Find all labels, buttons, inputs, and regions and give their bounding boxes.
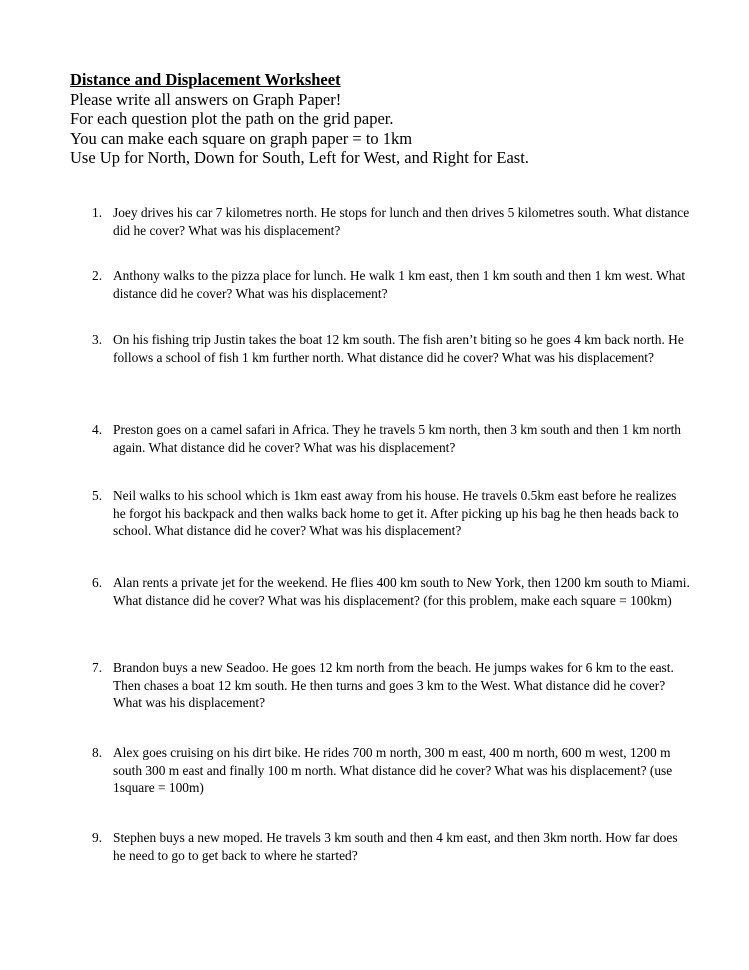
instruction-line: Use Up for North, Down for South, Left for West, and Right for East.: [70, 148, 529, 167]
question-number: 6.: [92, 575, 103, 590]
question-number: 4.: [92, 422, 103, 437]
question-number: 2.: [92, 268, 103, 283]
question-item: [92, 331, 692, 366]
question-text: Alex goes cruising on his dirt bike. He rides 700 m north, 300 m east, 400 m north, 600 m west, 1200 m south 300 m east and finally 100 m north. What distance did he cover? What was his displacement? (use 1square = 100m): [113, 745, 673, 796]
question-text: Stephen buys a new moped. He travels 3 km south and then 4 km east, and then 3km north. How far does he need to go to get back to where he started?: [113, 830, 678, 863]
question-number: 1.: [92, 205, 103, 220]
question-item: [92, 744, 692, 797]
question-item: [92, 829, 692, 864]
question-text: Alan rents a private jet for the weekend. He flies 400 km south to New York, then 1200 km south to Miami. What distance did he cover? What was his displacement? (for this problem, make each square = 100km): [113, 575, 690, 608]
question-item: [92, 574, 692, 609]
question-item: [92, 421, 692, 456]
question-item: [92, 267, 692, 302]
instruction-line: You can make each square on graph paper = to 1km: [70, 128, 413, 148]
question-text: Joey drives his car 7 kilometres north. He stops for lunch and then drives 5 kilometres south. What distance did he cover? What was his displacement?: [113, 205, 690, 238]
question-text: Preston goes on a camel safari in Africa. They he travels 5 km north, then 3 km south and then 1 km north again. What distance did he cover? What was his displacement?: [113, 422, 681, 455]
question-text: Anthony walks to the pizza place for lunch. He walk 1 km east, then 1 km south and then 1 km west. What distance did he cover? What was his displacement?: [113, 268, 686, 301]
worksheet-header: [70, 70, 710, 168]
question-number: 8.: [92, 745, 103, 760]
question-text: Brandon buys a new Seadoo. He goes 12 km north from the beach. He jumps wakes for 6 km to the east. Then chases a boat 12 km south. He then turns and goes 3 km to the West. What distance did he cover? What was his displacement?: [113, 660, 674, 711]
instruction-line: Please write all answers on Graph Paper!: [70, 89, 342, 109]
question-number: 7.: [92, 660, 103, 675]
question-item: [92, 487, 692, 540]
worksheet-title: Distance and Displacement Worksheet: [70, 70, 341, 89]
question-number: 5.: [92, 488, 103, 503]
question-number: 3.: [92, 332, 103, 347]
instruction-line: For each question plot the path on the grid paper.: [70, 109, 394, 128]
question-text: On his fishing trip Justin takes the boat 12 km south. The fish aren’t biting so he goes 4 km back north. He follows a school of fish 1 km further north. What distance did he cover? What was his displacement?: [113, 332, 684, 365]
question-item: [92, 204, 692, 239]
question-item: [92, 659, 692, 712]
question-text: Neil walks to his school which is 1km east away from his house. He travels 0.5km east before he realizes he forgot his backpack and then walks back home to get it. After picking up his bag he then heads back to school. What distance did he cover? What was his displacement?: [113, 488, 679, 539]
question-number: 9.: [92, 830, 103, 845]
